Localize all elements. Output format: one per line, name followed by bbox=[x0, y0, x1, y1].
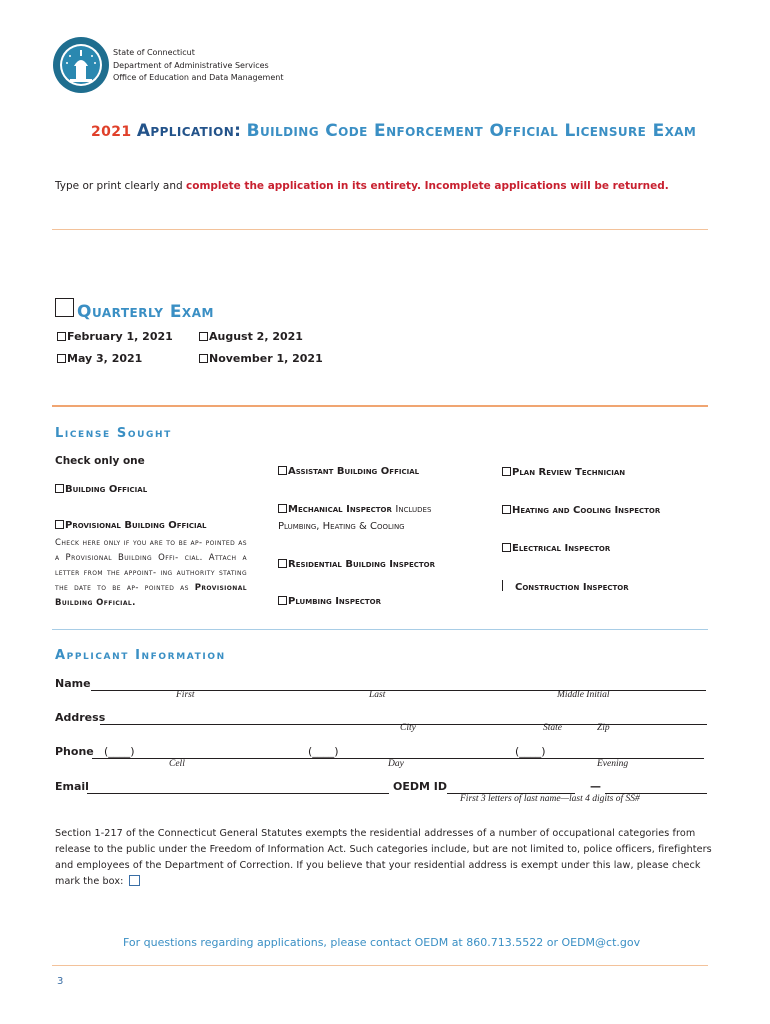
statute-paragraph bbox=[55, 826, 715, 890]
applicant-heading: Applicant Information bbox=[55, 648, 226, 663]
phone-sub-cell: Cell bbox=[169, 759, 185, 769]
date-label: May 3, 2021 bbox=[67, 352, 143, 365]
name-label: Name bbox=[55, 677, 91, 690]
email-field[interactable] bbox=[87, 793, 389, 794]
mechanical-note-2: Plumbing, Heating & Cooling bbox=[278, 521, 405, 532]
phone-paren-day: (____) bbox=[308, 745, 339, 758]
quarterly-checkbox[interactable] bbox=[55, 298, 74, 317]
name-sub-first: First bbox=[176, 690, 195, 700]
option-residential[interactable] bbox=[278, 559, 435, 570]
oedm-sub: First 3 letters of last name—last 4 digits of SS# bbox=[460, 794, 640, 804]
quarterly-title: Quarterly Exam bbox=[77, 302, 214, 322]
option-mechanical[interactable] bbox=[278, 504, 431, 515]
checkbox[interactable] bbox=[278, 466, 287, 475]
date-option-nov[interactable] bbox=[199, 352, 323, 365]
intro-plain: Type or print clearly and bbox=[55, 180, 187, 192]
mechanical-note: Includes bbox=[395, 504, 432, 515]
checkbox[interactable] bbox=[502, 543, 511, 552]
option-electrical[interactable] bbox=[502, 543, 610, 554]
intro-emphasis: complete the application in its entirety. Incomplete applications will be returned. bbox=[186, 180, 669, 192]
email-label: Email bbox=[55, 780, 89, 793]
name-sub-middle: Middle Initial bbox=[557, 690, 610, 700]
divider bbox=[52, 629, 708, 630]
date-label: August 2, 2021 bbox=[209, 330, 303, 343]
agency-state: State of Connecticut bbox=[113, 48, 195, 57]
divider bbox=[52, 405, 708, 407]
provisional-note-text: Check here only if you are to be ap- pointed as a Provisional Building Offi- cial. Attach a letter from the appoint- ing authority stating the date to be ap- pointed as bbox=[55, 538, 247, 593]
checkbox[interactable] bbox=[55, 484, 64, 493]
exempt-checkbox[interactable] bbox=[129, 875, 140, 886]
checkbox[interactable] bbox=[57, 354, 66, 363]
title-application: Application: bbox=[136, 121, 242, 141]
oedm-dash: — bbox=[590, 780, 601, 793]
date-option-feb[interactable] bbox=[57, 330, 173, 343]
option-provisional[interactable] bbox=[55, 520, 206, 531]
address-sub-zip: Zip bbox=[597, 723, 610, 733]
date-label: February 1, 2021 bbox=[67, 330, 173, 343]
checkbox[interactable] bbox=[55, 520, 64, 529]
checkbox[interactable] bbox=[278, 559, 287, 568]
checkbox[interactable] bbox=[278, 596, 287, 605]
checkbox[interactable] bbox=[57, 332, 66, 341]
date-label: November 1, 2021 bbox=[209, 352, 323, 365]
phone-paren-cell: (____) bbox=[104, 745, 135, 758]
option-label: Building Official bbox=[65, 484, 148, 495]
option-label: Plan Review Technician bbox=[512, 467, 626, 478]
date-option-aug[interactable] bbox=[199, 330, 303, 343]
option-label: Assistant Building Official bbox=[288, 466, 420, 477]
agency-office: Office of Education and Data Management bbox=[113, 73, 284, 82]
page-number: 3 bbox=[57, 976, 64, 987]
address-sub-state: State bbox=[543, 723, 562, 733]
license-instruction: Check only one bbox=[55, 455, 145, 467]
address-sub-city: City bbox=[400, 723, 416, 733]
checkbox[interactable] bbox=[502, 467, 511, 476]
agency-block bbox=[113, 47, 283, 85]
checkbox[interactable] bbox=[502, 505, 511, 514]
intro-text bbox=[55, 180, 669, 192]
name-sub-last: Last bbox=[369, 690, 386, 700]
contact-line: For questions regarding applications, please contact OEDM at 860.713.5522 or OEDM@ct.gov bbox=[123, 936, 641, 949]
option-label: Heating and Cooling Inspector bbox=[512, 505, 661, 516]
phone-paren-evening: (____) bbox=[515, 745, 546, 758]
option-heating[interactable] bbox=[502, 505, 660, 516]
option-assistant[interactable] bbox=[278, 466, 419, 477]
license-heading: License Sought bbox=[55, 426, 172, 441]
oedm-label: OEDM ID bbox=[393, 780, 447, 793]
checkbox[interactable] bbox=[199, 332, 208, 341]
provisional-note-end: Provisional Building Official. bbox=[55, 583, 247, 608]
option-label: Electrical Inspector bbox=[512, 543, 611, 554]
option-label: Mechanical Inspector bbox=[288, 504, 392, 515]
option-plan-review[interactable] bbox=[502, 467, 625, 478]
title-rest: Building Code Enforcement Official Licensure Exam bbox=[246, 121, 697, 141]
option-label: Residential Building Inspector bbox=[288, 559, 435, 570]
option-label: Provisional Building Official bbox=[65, 520, 207, 531]
option-label: Construction Inspector bbox=[515, 582, 629, 593]
option-building-official[interactable] bbox=[55, 484, 147, 495]
phone-sub-day: Day bbox=[388, 759, 404, 769]
checkbox[interactable] bbox=[278, 504, 287, 513]
address-label: Address bbox=[55, 711, 106, 724]
option-plumbing[interactable] bbox=[278, 596, 381, 607]
date-option-may[interactable] bbox=[57, 352, 142, 365]
divider bbox=[52, 965, 708, 966]
option-construction[interactable] bbox=[502, 580, 629, 593]
state-seal bbox=[52, 36, 110, 94]
agency-department: Department of Administrative Services bbox=[113, 60, 269, 70]
page-title bbox=[91, 121, 696, 141]
statute-text: Section 1-217 of the Connecticut General Statutes exempts the residential addresses of a number of occupational categories from release to the public under the Freedom of Information Act. Such categories include, but are not limited to, police officers, firefighters and employees of the Department of Correction. If you believe that your residential address is exempt under this law, please check mark the box: bbox=[55, 828, 712, 887]
checkbox-partial[interactable] bbox=[502, 580, 503, 591]
phone-sub-evening: Evening bbox=[597, 759, 629, 769]
option-label: Plumbing Inspector bbox=[288, 596, 382, 607]
title-year: 2021 bbox=[91, 124, 132, 140]
divider bbox=[52, 229, 708, 230]
phone-label: Phone bbox=[55, 745, 94, 758]
checkbox[interactable] bbox=[199, 354, 208, 363]
provisional-note bbox=[55, 536, 247, 611]
